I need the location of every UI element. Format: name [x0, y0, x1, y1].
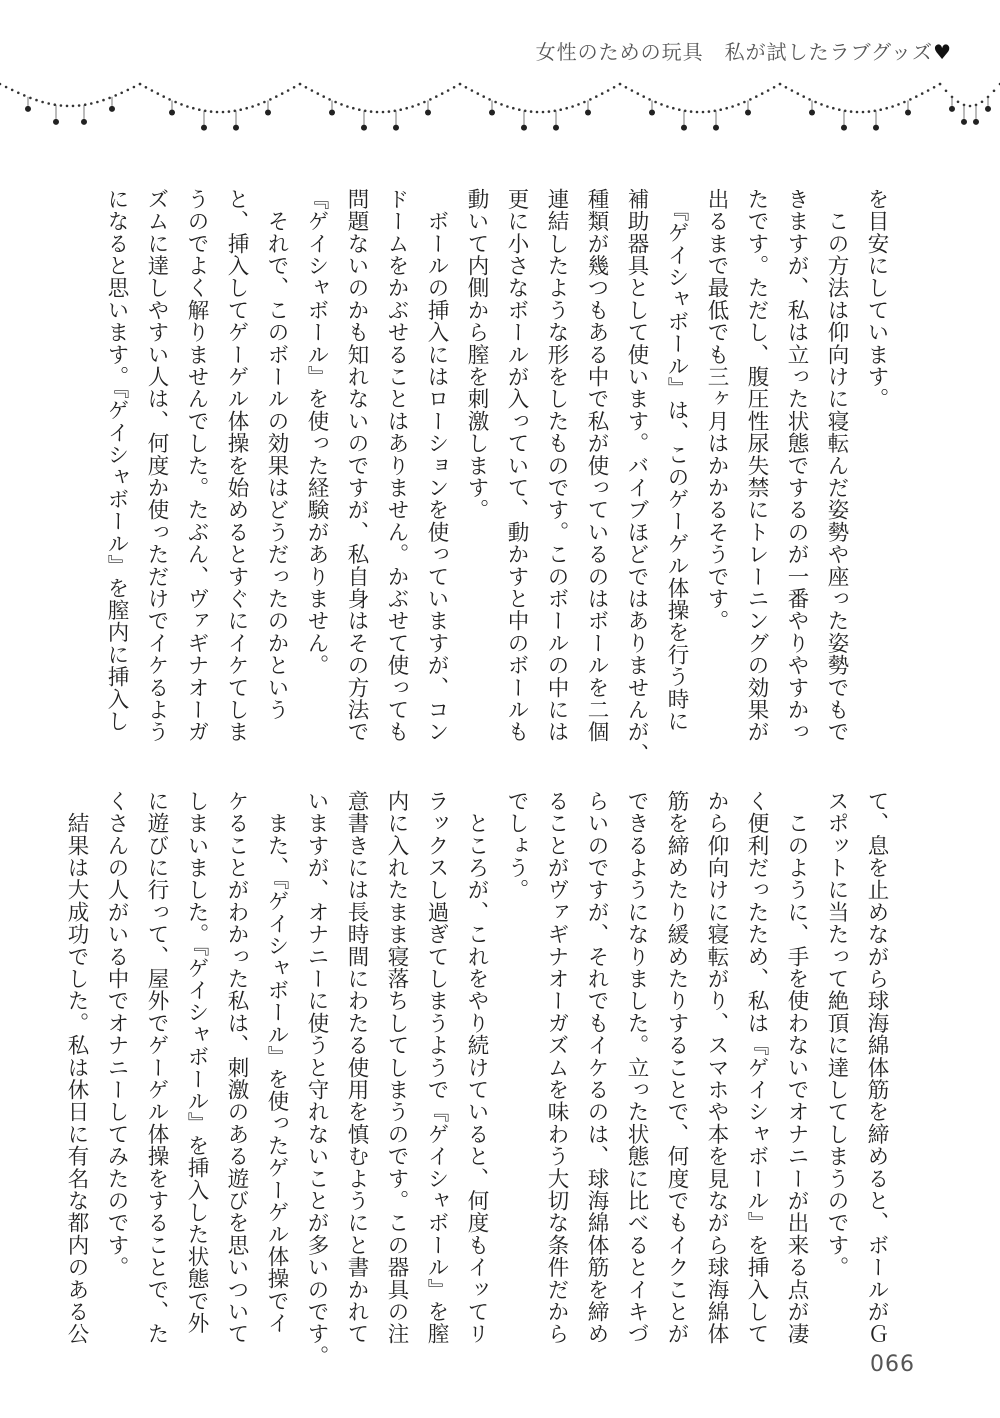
running-header-title: 女性のための玩具 私が試したラブグッズ — [535, 40, 934, 64]
garland-bead — [169, 110, 175, 116]
garland-dot — [216, 111, 219, 114]
text-line: たです。ただし、腹圧性尿失禁にトレーニングの効果が — [744, 188, 769, 743]
garland-dot — [281, 92, 284, 95]
garland-dot — [459, 83, 462, 86]
garland-dot — [23, 94, 26, 97]
garland-dot — [719, 108, 722, 111]
garland-dot — [305, 86, 308, 89]
garland-dot — [530, 110, 533, 113]
garland-dot — [29, 97, 32, 100]
garland-dot — [548, 110, 551, 113]
garland-dot — [601, 92, 604, 95]
garland-dot — [239, 108, 242, 111]
text-line: いますが、オナニーに使うと守れないことが多いのです。 — [304, 790, 329, 1368]
garland-dot — [90, 102, 93, 105]
text-line: 出るまで最低でも三ヶ月はかかるそうです。 — [704, 188, 729, 632]
text-line: 内に入れたまま寝落ちしてしまうのです。この器具の注 — [384, 790, 409, 1345]
garland-dot — [814, 101, 817, 104]
text-line: ところが、これをやり続けていると、何度もイッてリ — [464, 790, 489, 1345]
garland-dot — [453, 86, 456, 89]
garland-bead — [361, 125, 367, 131]
garland-dot — [749, 98, 752, 101]
text-line: ズムに達しやすい人は、何度か使っただけでイケるよう — [144, 188, 169, 743]
garland-dot — [571, 105, 574, 108]
garland-dot — [791, 89, 794, 92]
garland-dot — [162, 95, 165, 98]
garland-bead — [649, 110, 655, 116]
heart-icon: ♥ — [933, 40, 952, 64]
garland-dot — [35, 99, 38, 102]
running-header — [536, 36, 952, 65]
garland-dot — [139, 83, 142, 86]
garland-dot — [328, 98, 331, 101]
beaded-garland-decoration — [0, 70, 1000, 140]
garland-dot — [482, 95, 485, 98]
garland-dot — [891, 105, 894, 108]
text-line: ドームをかぶせることはありません。かぶせて使っても — [384, 188, 409, 743]
garland-dot — [577, 103, 580, 106]
garland-dot — [690, 110, 693, 113]
garland-dot — [133, 86, 136, 89]
garland-dot — [773, 86, 776, 89]
garland-dot — [340, 103, 343, 106]
garland-dot — [785, 86, 788, 89]
garland-dot — [96, 101, 99, 104]
garland-dot — [755, 95, 758, 98]
text-line: く便利だったため、私は『ゲイシャボール』を挿入して — [744, 790, 769, 1345]
garland-dot — [637, 92, 640, 95]
text-line: でしょう。 — [504, 790, 529, 901]
garland-dot — [435, 95, 438, 98]
garland-bead — [53, 119, 59, 125]
garland-dot — [198, 108, 201, 111]
text-line: このように、手を使わないでオナニーが出来る点が凄 — [784, 790, 809, 1345]
garland-dot — [702, 111, 705, 114]
garland-dot — [708, 110, 711, 113]
garland-dot — [376, 111, 379, 114]
garland-dot — [429, 98, 432, 101]
garland-dot — [66, 105, 69, 108]
garland-dot — [151, 89, 154, 92]
garland-dot — [957, 101, 960, 104]
text-line: うのでよく解りませんでした。たぶん、ヴァギナオーガ — [184, 188, 209, 743]
garland-bead — [425, 110, 431, 116]
garland-dot — [731, 105, 734, 108]
garland-dot — [915, 95, 918, 98]
body-text-lower — [56, 790, 896, 1368]
garland-dot — [660, 103, 663, 106]
garland-dot — [536, 111, 539, 114]
text-line: らいのですが、それでもイケるのは、球海綿体筋を締め — [584, 790, 609, 1345]
garland-dot — [897, 103, 900, 106]
garland-dot — [666, 105, 669, 108]
garland-dot — [832, 107, 835, 110]
garland-dot — [145, 86, 148, 89]
text-line: ケることがわかった私は、刺激のある遊びを思いついて — [224, 790, 249, 1345]
garland-dot — [559, 108, 562, 111]
garland-dot — [388, 110, 391, 113]
text-line: 更に小さなボールが入っていて、動かすと中のボールも — [504, 188, 529, 743]
garland-dot — [613, 86, 616, 89]
garland-bead — [233, 125, 239, 131]
garland-dot — [311, 89, 314, 92]
garland-bead — [489, 110, 495, 116]
garland-dot — [808, 98, 811, 101]
garland-dot — [251, 105, 254, 108]
garland-dot — [903, 101, 906, 104]
garland-dot — [488, 98, 491, 101]
garland-dot — [565, 107, 568, 110]
garland-dot — [850, 110, 853, 113]
text-line: くさんの人がいる中でオナニーしてみたのです。 — [104, 790, 129, 1279]
text-line: スポットに当たって絶頂に達してしまうのです。 — [824, 790, 849, 1279]
garland-dot — [471, 89, 474, 92]
text-line: ることがヴァギナオーガズムを味わう大切な条件だから — [544, 790, 569, 1345]
garland-dot — [174, 101, 177, 104]
text-line: と、挿入してゲーゲル体操を始めるとすぐにイケてしま — [224, 188, 249, 743]
garland-bead — [681, 125, 687, 131]
garland-dot — [5, 86, 8, 89]
garland-dot — [933, 86, 936, 89]
garland-dot — [879, 108, 882, 111]
garland-bead — [809, 110, 815, 116]
garland-dot — [441, 92, 444, 95]
garland-dot — [423, 101, 426, 104]
garland-dot — [761, 92, 764, 95]
text-line: この方法は仰向けに寝転んだ姿勢や座った姿勢でもで — [824, 188, 849, 743]
garland-bead — [841, 125, 847, 131]
garland-dot — [921, 92, 924, 95]
garland-dot — [820, 103, 823, 106]
garland-dot — [108, 97, 111, 100]
garland-dot — [257, 103, 260, 106]
text-line: て、息を止めながら球海綿体筋を締めると、ボールがＧ — [864, 790, 889, 1345]
garland-dot — [293, 86, 296, 89]
garland-dot — [856, 111, 859, 114]
garland-bead — [585, 110, 591, 116]
garland-dot — [654, 101, 657, 104]
garland-dot — [157, 92, 160, 95]
garland-dot — [737, 103, 740, 106]
garland-bead — [873, 125, 879, 131]
garland-bead — [393, 125, 399, 131]
garland-bead — [905, 110, 911, 116]
garland-bead — [713, 125, 719, 131]
garland-dot — [993, 90, 996, 93]
garland-dot — [506, 105, 509, 108]
garland-dot — [47, 102, 50, 105]
text-line: また、『ゲイシャボール』を使ったゲーゲル体操でイ — [264, 790, 289, 1335]
garland-dot — [322, 95, 325, 98]
garland-dot — [642, 95, 645, 98]
text-line: 結果は大成功でした。私は休日に有名な都内のある公 — [64, 790, 89, 1345]
garland-dot — [465, 86, 468, 89]
text-line: ボールの挿入にはローションを使っていますが、コン — [424, 188, 449, 743]
garland-dot — [477, 92, 480, 95]
garland-bead — [521, 125, 527, 131]
garland-dot — [228, 110, 231, 113]
garland-dot — [518, 108, 521, 111]
garland-dot — [767, 89, 770, 92]
garland-dot — [346, 105, 349, 108]
garland-dot — [802, 95, 805, 98]
text-line: 動いて内側から膣を刺激します。 — [464, 188, 489, 521]
garland-dot — [0, 83, 1, 86]
garland-bead — [949, 106, 955, 112]
garland-bead — [201, 125, 207, 131]
garland-dot — [779, 83, 782, 86]
garland-dot — [939, 83, 942, 86]
garland-dot — [619, 83, 622, 86]
garland-dot — [589, 98, 592, 101]
garland-bead — [961, 119, 967, 125]
garland-bead — [329, 110, 335, 116]
garland-bead — [973, 119, 979, 125]
garland-dot — [797, 92, 800, 95]
garland-dot — [625, 86, 628, 89]
garland-dot — [909, 98, 912, 101]
garland-dot — [168, 98, 171, 101]
text-line: 『ゲイシャボール』を使った経験がありません。 — [304, 188, 329, 677]
garland-dot — [334, 101, 337, 104]
garland-bead — [109, 106, 115, 112]
garland-dot — [862, 111, 865, 114]
garland-bead — [265, 110, 271, 116]
garland-dot — [17, 92, 20, 95]
garland-dot — [120, 92, 123, 95]
text-line: それで、このボールの効果はどうだったのかという — [264, 188, 289, 721]
text-line: になると思います。『ゲイシャボール』を膣内に挿入し — [104, 188, 129, 733]
garland-dot — [838, 108, 841, 111]
garland-dot — [263, 101, 266, 104]
body-text-upper — [96, 188, 896, 766]
garland-dot — [411, 105, 414, 108]
garland-dot — [945, 90, 948, 93]
garland-dot — [186, 105, 189, 108]
garland-dot — [370, 110, 373, 113]
garland-dot — [885, 107, 888, 110]
garland-dot — [269, 98, 272, 101]
page-number: 066 — [870, 1352, 915, 1377]
garland-dot — [542, 111, 545, 114]
garland-dot — [672, 107, 675, 110]
garland-dot — [60, 104, 63, 107]
text-line: 問題ないのかも知れないのですが、私自身はその方法で — [344, 188, 369, 743]
garland-dot — [102, 99, 105, 102]
text-line: 筋を締めたり緩めたりすることで、何度でもイクことが — [664, 790, 689, 1345]
garland-dot — [275, 95, 278, 98]
garland-dot — [981, 101, 984, 104]
garland-dot — [494, 101, 497, 104]
garland-dot — [210, 110, 213, 113]
garland-dot — [927, 89, 930, 92]
garland-dot — [11, 89, 14, 92]
garland-bead — [985, 106, 991, 112]
garland-dot — [595, 95, 598, 98]
text-line: 補助器具として使います。バイブほどではありませんが、 — [624, 188, 649, 766]
garland-dot — [512, 107, 515, 110]
garland-dot — [358, 108, 361, 111]
text-line: しまいました。『ゲイシャボール』を挿入した状態で外 — [184, 790, 209, 1335]
text-line: できるようになりました。立った状態に比べるとイキづ — [624, 790, 649, 1345]
text-line: を目安にしています。 — [864, 188, 889, 410]
garland-dot — [299, 83, 302, 86]
garland-dot — [868, 110, 871, 113]
garland-bead — [25, 106, 31, 112]
garland-dot — [500, 103, 503, 106]
garland-dot — [826, 105, 829, 108]
garland-dot — [678, 108, 681, 111]
text-line: に遊びに行って、屋外でゲーゲル体操をすることで、た — [144, 790, 169, 1345]
garland-bead — [81, 119, 87, 125]
garland-dot — [114, 94, 117, 97]
garland-dot — [725, 107, 728, 110]
garland-dot — [72, 105, 75, 108]
text-line: 『ゲイシャボール』は、このゲーゲル体操を行う時に — [664, 188, 689, 733]
garland-dot — [583, 101, 586, 104]
garland-dot — [127, 89, 130, 92]
garland-dot — [743, 101, 746, 104]
garland-dot — [245, 107, 248, 110]
text-line: 連結したような形をしたものです。このボールの中には — [544, 188, 569, 743]
text-line: きますが、私は立った状態でするのが一番やりやすかっ — [784, 188, 809, 743]
garland-dot — [648, 98, 651, 101]
garland-dot — [399, 108, 402, 111]
garland-dot — [317, 92, 320, 95]
text-line: ラックスし過ぎてしまうようで『ゲイシャボール』を膣 — [424, 790, 449, 1345]
garland-dot — [607, 89, 610, 92]
garland-dot — [222, 111, 225, 114]
garland-dot — [405, 107, 408, 110]
garland-dot — [969, 105, 972, 108]
text-line: 意書きには長時間にわたる使用を慎むようにと書かれて — [344, 790, 369, 1345]
garland-bead — [745, 110, 751, 116]
garland-dot — [287, 89, 290, 92]
garland-dot — [417, 103, 420, 106]
garland-dot — [696, 111, 699, 114]
garland-dot — [180, 103, 183, 106]
garland-dot — [447, 89, 450, 92]
garland-dot — [631, 89, 634, 92]
garland-dot — [192, 107, 195, 110]
garland-dot — [352, 107, 355, 110]
garland-dot — [41, 101, 44, 104]
text-line: から仰向けに寝転がり、スマホや本を見ながら球海綿体 — [704, 790, 729, 1345]
garland-bead — [553, 125, 559, 131]
garland-dot — [382, 111, 385, 114]
text-line: 種類が幾つもある中で私が使っているのはボールを二個 — [584, 188, 609, 743]
garland-dot — [78, 104, 81, 107]
